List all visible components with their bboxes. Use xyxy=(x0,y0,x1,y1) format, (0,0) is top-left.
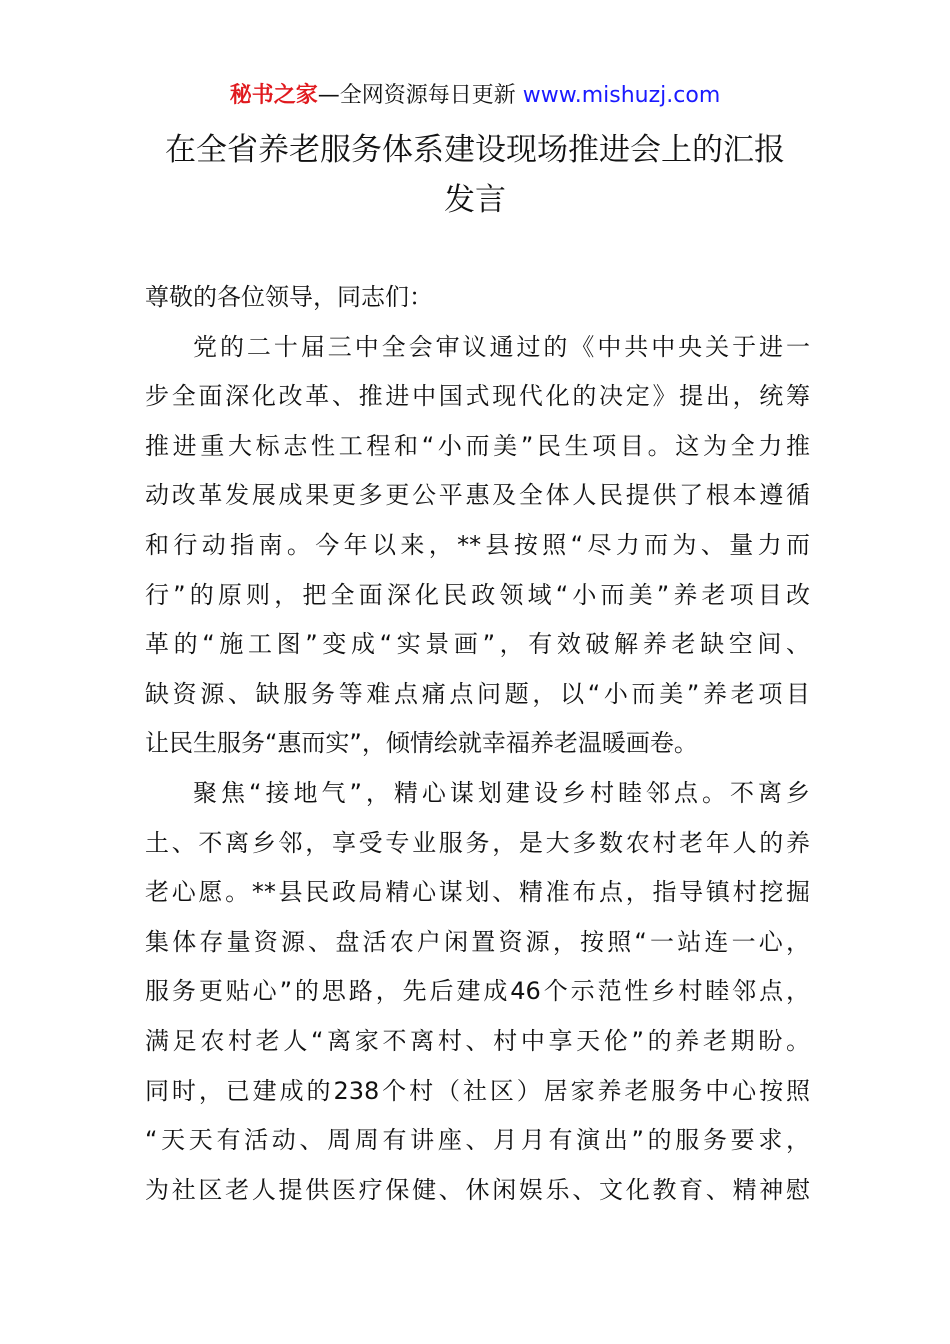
title-line: 发言 xyxy=(444,182,506,218)
paragraph-line: 和行动指南。今年以来，**县按照“尽力而为、量力而 xyxy=(145,530,810,559)
site-name: 秘书之家 xyxy=(229,83,318,108)
paragraph-line: 满足农村老人“离家不离村、村中享天伦”的养老期盼。 xyxy=(145,1026,810,1055)
paragraph-line: 聚焦“接地气”，精心谋划建设乡村睦邻点。不离乡 xyxy=(193,778,810,807)
paragraph-line: “天天有活动、周周有讲座、月月有演出”的服务要求， xyxy=(145,1126,810,1155)
paragraph-line: 动改革发展成果更多更公平惠及全体人民提供了根本遵循 xyxy=(145,481,810,510)
salutation: 尊敬的各位领导，同志们： xyxy=(145,283,433,311)
paragraph-line: 同时，已建成的238个村（社区）居家养老服务中心按照 xyxy=(145,1076,810,1105)
paragraph-line: 推进重大标志性工程和“小而美”民生项目。这为全力推 xyxy=(145,431,810,460)
document-body xyxy=(145,273,810,1215)
paragraph-line: 老心愿。**县民政局精心谋划、精准布点，指导镇村挖掘 xyxy=(145,878,810,907)
paragraph-line: 集体存量资源、盘活农户闲置资源，按照“一站连一心， xyxy=(145,927,810,956)
site-tagline: —全网资源每日更新 xyxy=(317,83,516,108)
paragraph-line: 缺资源、缺服务等难点痛点问题，以“小而美”养老项目 xyxy=(145,679,810,708)
paragraph-line: 让民生服务“惠而实”，倾情绘就幸福养老温暖画卷。 xyxy=(145,729,698,758)
paragraph-line: 土、不离乡邻，享受专业服务，是大多数农村老年人的养 xyxy=(145,828,810,857)
paragraph-line: 步全面深化改革、推进中国式现代化的决定》提出，统筹 xyxy=(145,382,810,411)
paragraph-line: 为社区老人提供医疗保健、休闲娱乐、文化教育、精神慰 xyxy=(145,1175,810,1204)
paragraph-line: 服务更贴心”的思路，先后建成46个示范性乡村睦邻点， xyxy=(145,977,810,1006)
paragraph-line: 党的二十届三中全会审议通过的《中共中央关于进一 xyxy=(193,332,810,361)
site-header xyxy=(0,80,950,112)
paragraph-line: 行”的原则，把全面深化民政领域“小而美”养老项目改 xyxy=(145,580,810,609)
title-line: 在全省养老服务体系建设现场推进会上的汇报 xyxy=(165,132,785,168)
site-url-link[interactable]: www.mishuzj.com xyxy=(522,83,721,108)
document-title xyxy=(0,125,950,225)
paragraph-line: 革的“施工图”变成“实景画”，有效破解养老缺空间、 xyxy=(145,630,810,659)
